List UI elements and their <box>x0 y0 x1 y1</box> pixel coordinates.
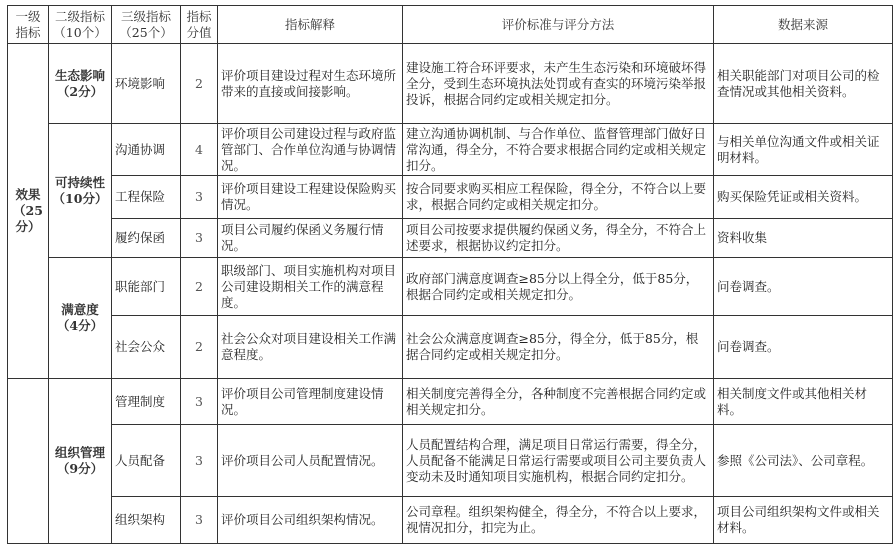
level2-cell: 组织管理（9分） <box>49 379 112 544</box>
evaluation-index-table <box>7 5 893 544</box>
source-cell: 与相关单位沟通文件或相关证明材料。 <box>714 124 893 176</box>
level3-cell: 沟通协调 <box>112 124 181 176</box>
level3-cell: 组织架构 <box>112 497 181 544</box>
criteria-cell: 建立沟通协调机制、与合作单位、监督管理部门做好日常沟通，得全分，不符合要求根据合同约定或相关规定扣分。 <box>403 124 714 176</box>
source-cell: 资料收集 <box>714 219 893 258</box>
explain-cell: 评价项目公司人员配置情况。 <box>218 425 403 497</box>
level3-cell: 管理制度 <box>112 379 181 425</box>
score-cell: 3 <box>181 497 218 544</box>
level3-cell: 工程保险 <box>112 176 181 219</box>
header-level3: 三级指标（25个） <box>112 6 181 44</box>
criteria-cell: 人员配置结构合理，满足项目日常运行需要，得全分，人员配备不能满足日常运行需要或项目公司主要负责人变动未及时通知项目实施机构，根据合同约定扣分。 <box>403 425 714 497</box>
level3-cell: 环境影响 <box>112 44 181 124</box>
explain-cell: 评价项目公司组织架构情况。 <box>218 497 403 544</box>
level1-cell <box>8 379 49 544</box>
level3-cell: 履约保函 <box>112 219 181 258</box>
source-cell: 问卷调查。 <box>714 316 893 379</box>
score-cell: 4 <box>181 124 218 176</box>
level3-cell: 职能部门 <box>112 258 181 316</box>
criteria-cell: 政府部门满意度调查≥85分以上得全分，低于85分，根据合同约定或相关规定扣分。 <box>403 258 714 316</box>
score-cell: 2 <box>181 258 218 316</box>
table-row <box>8 379 893 425</box>
criteria-cell: 按合同要求购买相应工程保险，得全分，不符合以上要求，根据合同约定或相关规定扣分。 <box>403 176 714 219</box>
header-row <box>8 6 893 44</box>
source-cell: 参照《公司法》、公司章程。 <box>714 425 893 497</box>
header-score: 指标分值 <box>181 6 218 44</box>
explain-cell: 评价项目公司建设过程与政府监管部门、合作单位沟通与协调情况。 <box>218 124 403 176</box>
explain-cell: 评价项目建设过程对生态环境所带来的直接或间接影响。 <box>218 44 403 124</box>
source-cell: 购买保险凭证或相关资料。 <box>714 176 893 219</box>
header-source: 数据来源 <box>714 6 893 44</box>
table-row <box>8 497 893 544</box>
level2-cell: 生态影响（2分） <box>49 44 112 124</box>
criteria-cell: 相关制度完善得全分，各种制度不完善根据合同约定或相关规定扣分。 <box>403 379 714 425</box>
header-level2: 二级指标（10个） <box>49 6 112 44</box>
table-row <box>8 176 893 219</box>
source-cell: 项目公司组织架构文件或相关材料。 <box>714 497 893 544</box>
header-explain: 指标解释 <box>218 6 403 44</box>
level1-cell: 效果（25分） <box>8 44 49 379</box>
score-cell: 3 <box>181 176 218 219</box>
explain-cell: 社会公众对项目建设相关工作满意程度。 <box>218 316 403 379</box>
score-cell: 2 <box>181 316 218 379</box>
source-cell: 问卷调查。 <box>714 258 893 316</box>
explain-cell: 评价项目建设工程建设保险购买情况。 <box>218 176 403 219</box>
criteria-cell: 建设施工符合环评要求，未产生生态污染和环境破坏得全分，受到生态环境执法处罚或有查实的环境污染举报投诉，根据合同约定或相关规定扣分。 <box>403 44 714 124</box>
level3-cell: 社会公众 <box>112 316 181 379</box>
score-cell: 2 <box>181 44 218 124</box>
score-cell: 3 <box>181 219 218 258</box>
table-row <box>8 316 893 379</box>
level3-cell: 人员配备 <box>112 425 181 497</box>
table-row <box>8 258 893 316</box>
table-row <box>8 425 893 497</box>
criteria-cell: 公司章程。组织架构健全，得全分，不符合以上要求，视情况扣分，扣完为止。 <box>403 497 714 544</box>
header-level1: 一级指标 <box>8 6 49 44</box>
table-row <box>8 219 893 258</box>
criteria-cell: 项目公司按要求提供履约保函义务，得全分，不符合上述要求，根据协议约定扣分。 <box>403 219 714 258</box>
level2-cell: 可持续性（10分） <box>49 124 112 258</box>
score-cell: 3 <box>181 379 218 425</box>
criteria-cell: 社会公众满意度调查≥85分，得全分，低于85分，根据合同约定或相关规定扣分。 <box>403 316 714 379</box>
source-cell: 相关职能部门对项目公司的检查情况或其他相关资料。 <box>714 44 893 124</box>
level2-cell: 满意度（4分） <box>49 258 112 379</box>
score-cell: 3 <box>181 425 218 497</box>
table-row <box>8 124 893 176</box>
explain-cell: 项目公司履约保函义务履行情况。 <box>218 219 403 258</box>
source-cell: 相关制度文件或其他相关材料。 <box>714 379 893 425</box>
explain-cell: 评价项目公司管理制度建设情况。 <box>218 379 403 425</box>
table-row <box>8 44 893 124</box>
header-criteria: 评价标准与评分方法 <box>403 6 714 44</box>
explain-cell: 职级部门、项目实施机构对项目公司建设期相关工作的满意程度。 <box>218 258 403 316</box>
